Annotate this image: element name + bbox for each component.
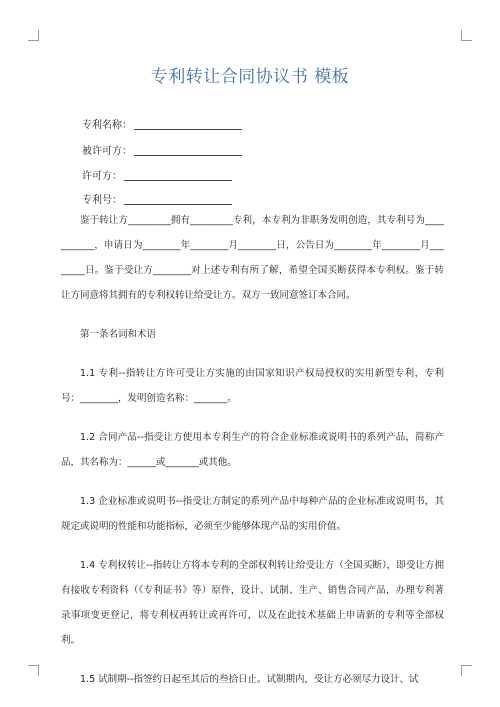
field-licensor xyxy=(82,167,232,182)
crop-mark-top-left xyxy=(28,30,39,41)
clause-1-5: 1.5 试制期--指签约日起至其后的叁拾日止。试制期内，受让方必须尽力设计、试 xyxy=(80,674,419,685)
field-label: 被许可方： xyxy=(82,146,132,157)
clause-1-2: 1.2 合同产品--指受让方使用本专利生产的符合企业标准或说明书的系列产品，简称产品，其名称为：______或_______或其他。 xyxy=(61,432,444,468)
blank-line xyxy=(124,194,232,205)
blank-line xyxy=(134,119,242,130)
clause-1-4: 1.4 专利权转让--指转让方将本专利的全部权利转让给受让方（全国买断），即受让方拥有接收专利资料（《专利证书》等）原件，设计、试制、生产、销售合同产品，办理专利著录事项变更登记，将专利权再转让或再许可，以及在此技术基础上申请新的专利等全部权利。 xyxy=(61,560,444,646)
crop-mark-bottom-left xyxy=(28,665,39,676)
clause-1-3: 1.3 企业标准或说明书--指受让方制定的系列产品中每种产品的企业标准或说明书，其规定或说明的性能和功能指标，必须至少能够体现产品的实用价值。 xyxy=(61,496,444,532)
crop-mark-bottom-right xyxy=(461,665,472,676)
paragraph-preamble: 鉴于转让方_________拥有_________专利，本专利为非职务发明创造，其专利号为___________，申请日为________年________月________日，公告日为________年________月________日。鉴于受让方________对上述专利有所了解，希望全国买断获得本专利权。鉴于转让方同意将其拥有的专利权转让给受让方。双方一致同意签订本合同。 xyxy=(61,215,444,301)
field-label: 专利名称： xyxy=(82,120,132,131)
clause-1-1: 1.1 专利--指转让方许可受让方实施的由国家知识产权局授权的实用新型专利，专利号：________，发明创造名称：_______。 xyxy=(61,368,444,404)
field-patent-number xyxy=(82,191,232,206)
section-heading: 第一条名词和术语 xyxy=(80,329,157,340)
field-patent-name xyxy=(82,116,242,131)
field-label: 专利号： xyxy=(82,195,122,206)
crop-mark-top-right xyxy=(461,30,472,41)
field-licensee xyxy=(82,142,242,157)
blank-line xyxy=(124,170,232,181)
field-label: 许可方： xyxy=(82,171,122,182)
document-title: 专利转让合同协议书 模板 xyxy=(150,67,350,87)
blank-line xyxy=(134,145,242,156)
contract-body xyxy=(61,208,444,692)
